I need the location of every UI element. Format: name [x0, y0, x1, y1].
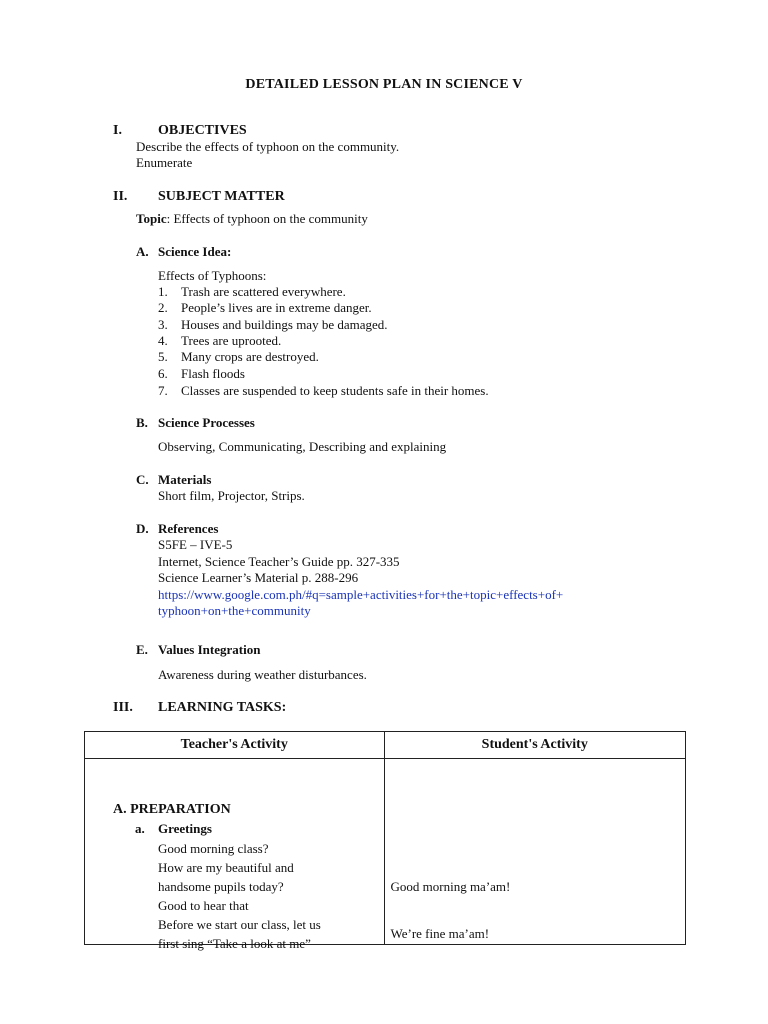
reference-line: Internet, Science Teacher’s Guide pp. 327-335: [158, 554, 400, 569]
values-integration-text: Awareness during weather disturbances.: [158, 667, 367, 682]
topic-line: [136, 211, 368, 227]
materials-text: Short film, Projector, Strips.: [158, 488, 305, 503]
materials-heading: Materials: [158, 472, 212, 487]
topic-label: Topic: [136, 211, 167, 226]
section-number-subject-matter: II.: [113, 189, 128, 204]
greetings-letter: a.: [135, 821, 145, 836]
science-processes-letter: B.: [136, 415, 148, 430]
student-line: We’re fine ma’am!: [390, 926, 490, 941]
list-item-number: 6.: [158, 366, 168, 381]
page-title: DETAILED LESSON PLAN IN SCIENCE V: [245, 77, 523, 92]
values-integration-letter: E.: [136, 642, 148, 657]
science-idea-intro: Effects of Typhoons:: [158, 268, 267, 283]
science-idea-heading: Science Idea:: [158, 244, 232, 259]
references-letter: D.: [136, 521, 149, 536]
teacher-line: first sing “Take a look at me”: [158, 936, 311, 951]
reference-line: S5FE – IVE-5: [158, 537, 233, 552]
teacher-line: Good morning class?: [158, 841, 269, 856]
references-heading: References: [158, 521, 219, 536]
reference-link-continued[interactable]: typhoon+on+the+community: [158, 603, 311, 618]
preparation-heading: A. PREPARATION: [113, 802, 231, 817]
list-item-number: 7.: [158, 383, 168, 398]
reference-link[interactable]: https://www.google.com.ph/#q=sample+activities+for+the+topic+effects+of+: [158, 587, 564, 602]
list-item-number: 1.: [158, 284, 168, 299]
teacher-activity-cell: [85, 759, 385, 951]
student-activity-header: Student's Activity: [384, 732, 686, 759]
objective-line: Enumerate: [136, 155, 193, 170]
list-item: People’s lives are in extreme danger.: [181, 300, 372, 315]
list-item-number: 2.: [158, 300, 168, 315]
student-line: Good morning ma’am!: [390, 879, 511, 894]
learning-tasks-heading: LEARNING TASKS:: [158, 700, 287, 715]
list-item: Many crops are destroyed.: [181, 349, 319, 364]
objectives-heading: OBJECTIVES: [158, 123, 247, 138]
table-header-row: [85, 732, 686, 759]
list-item-number: 3.: [158, 317, 168, 332]
topic-value: : Effects of typhoon on the community: [166, 211, 368, 226]
table-row: [85, 759, 686, 945]
list-item: Houses and buildings may be damaged.: [181, 317, 388, 332]
greetings-heading: Greetings: [158, 821, 212, 836]
objective-line: Describe the effects of typhoon on the community.: [136, 139, 400, 154]
teacher-line: Good to hear that: [158, 898, 249, 913]
values-integration-heading: Values Integration: [158, 642, 261, 657]
list-item: Trash are scattered everywhere.: [181, 284, 346, 299]
science-processes-heading: Science Processes: [158, 415, 255, 430]
list-item: Trees are uprooted.: [181, 333, 282, 348]
learning-tasks-table: [84, 731, 686, 951]
teacher-line: Before we start our class, let us: [158, 917, 321, 932]
section-number-objectives: I.: [113, 123, 122, 138]
teacher-line: handsome pupils today?: [158, 879, 284, 894]
teacher-line: How are my beautiful and: [158, 860, 294, 875]
list-item: Classes are suspended to keep students safe in their homes.: [181, 383, 489, 398]
list-item-number: 4.: [158, 333, 168, 348]
reference-line: Science Learner’s Material p. 288-296: [158, 570, 359, 585]
teacher-activity-header: Teacher's Activity: [85, 732, 385, 759]
list-item-number: 5.: [158, 349, 168, 364]
subject-matter-heading: SUBJECT MATTER: [158, 189, 285, 204]
science-processes-text: Observing, Communicating, Describing and explaining: [158, 439, 447, 454]
list-item: Flash floods: [181, 366, 245, 381]
materials-letter: C.: [136, 472, 149, 487]
section-number-learning-tasks: III.: [113, 700, 133, 715]
science-idea-letter: A.: [136, 244, 149, 259]
student-activity-cell: [384, 759, 686, 945]
